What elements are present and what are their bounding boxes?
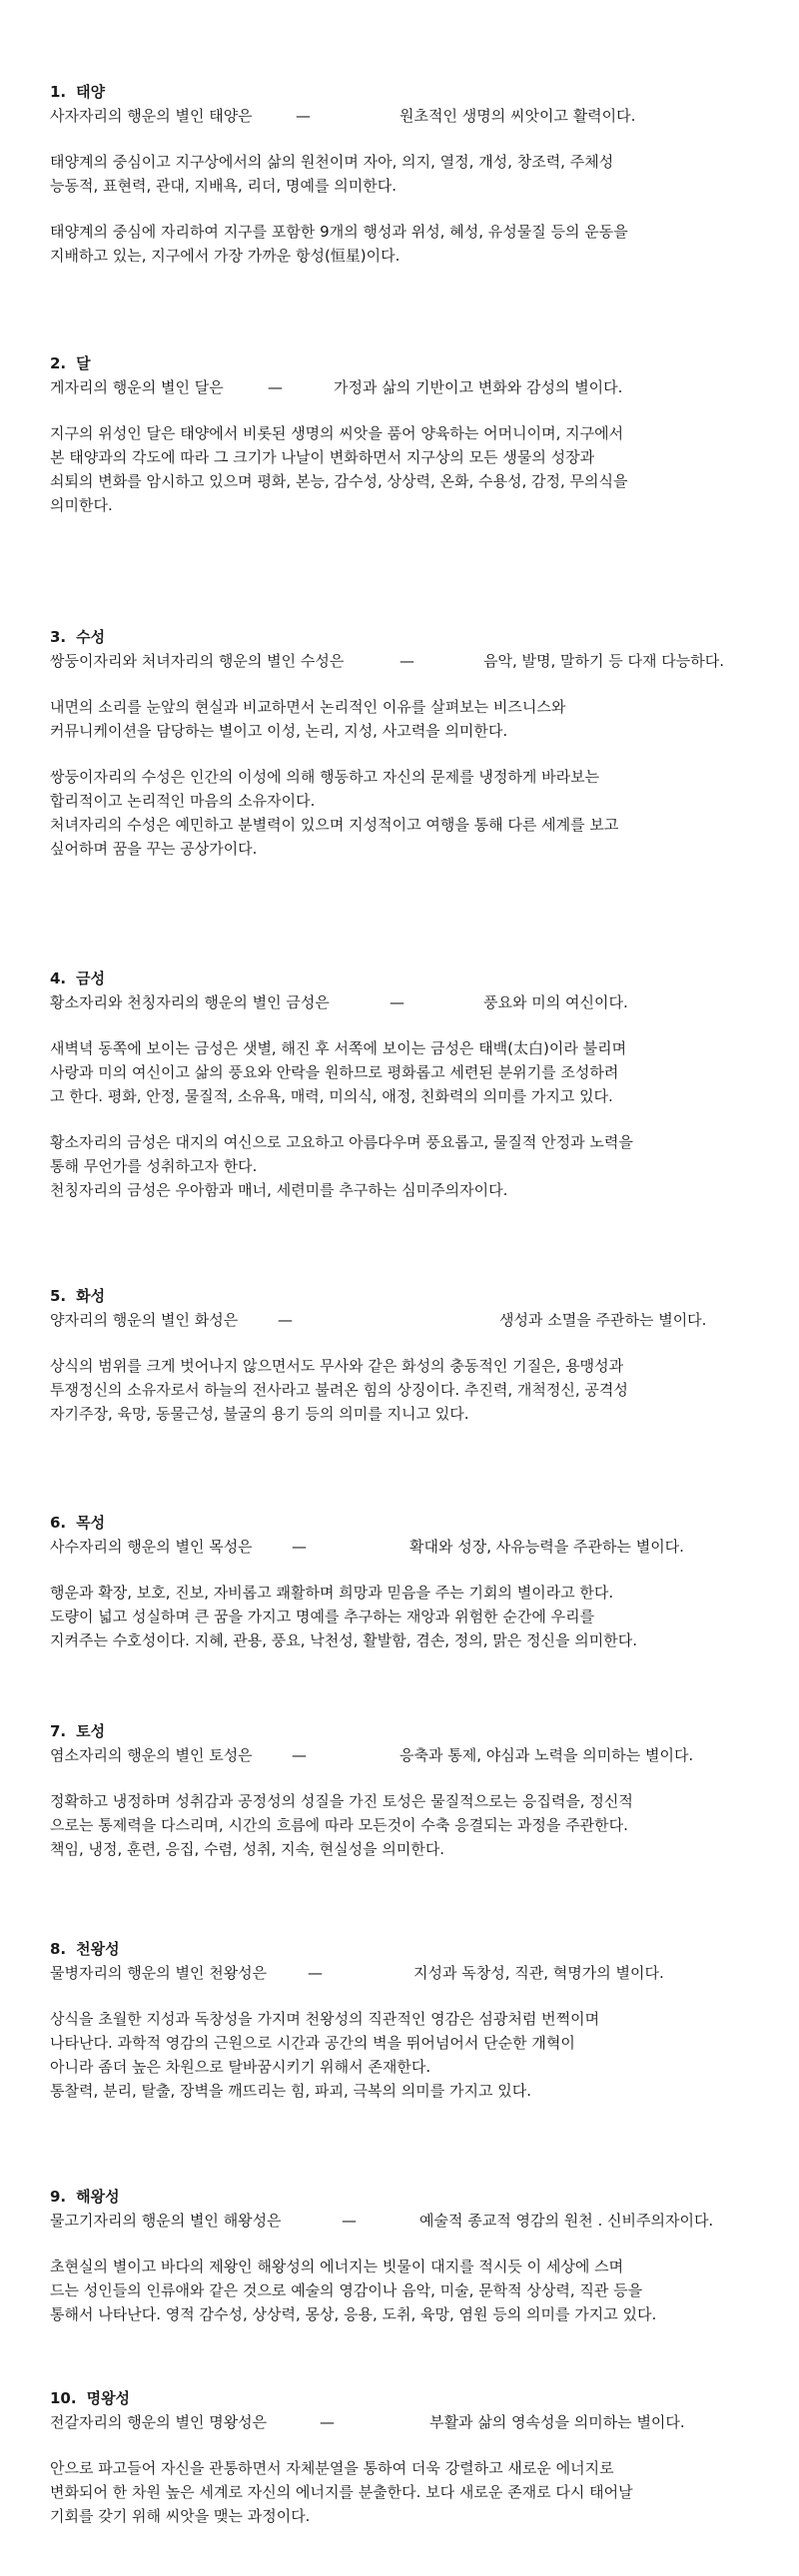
intro-keyword: 풍요와 미의 여신이다. (483, 993, 628, 1011)
intro-keyword: 원초적인 생명의 씨앗이고 활력이다. (400, 107, 636, 125)
intro-keyword: 음악, 발명, 말하기 등 다재 다능하다. (483, 652, 725, 670)
section-intro (50, 1535, 779, 1559)
section-number: 8. (50, 1940, 67, 1958)
intro-text: 황소자리와 천칭자리의 행운의 별인 금성은 (50, 993, 330, 1011)
paragraph-line: 책임, 냉정, 훈련, 응집, 수렴, 성취, 지속, 현실성을 의미한다. (50, 1840, 445, 1858)
intro-dash: — (400, 652, 414, 670)
paragraph-line: 내면의 소리를 눈앞의 현실과 비교하면서 논리적인 이유를 살펴보는 비즈니스와 (50, 698, 566, 716)
paragraph-line: 통해서 나타난다. 영적 감수성, 상상력, 몽상, 응용, 도취, 육망, 염원 등의 의미를 가지고 있다. (50, 2305, 657, 2323)
section-title (50, 351, 779, 375)
paragraph-line: 안으로 파고들어 자신을 관통하면서 자체분열을 통하여 더욱 강렬하고 새로운 에너지로 (50, 2459, 614, 2477)
intro-text: 쌍둥이자리와 처녀자리의 행운의 별인 수성은 (50, 652, 345, 670)
paragraph-line: 싶어하며 꿈을 꾸는 공상가이다. (50, 840, 258, 858)
paragraph-line: 드는 성인들의 인류애와 같은 것으로 예술의 영감이나 음악, 미술, 문학적 상상력, 직관 등을 (50, 2281, 643, 2299)
intro-text: 물고기자리의 행운의 별인 해왕성은 (50, 2212, 282, 2230)
section-intro (50, 104, 779, 128)
intro-keyword: 지성과 독창성, 직관, 혁명가의 별이다. (413, 1964, 664, 1982)
paragraph-line: 나타난다. 과학적 영감의 근원으로 시간과 공간의 벽을 뛰어넘어서 단순한 개혁이 (50, 2034, 575, 2052)
intro-dash: — (308, 1964, 323, 1982)
paragraph-line: 새벽녁 동쪽에 보이는 금성은 샛별, 해진 후 서쪽에 보이는 금성은 태백(太白)이라 불리며 (50, 1039, 627, 1057)
paragraph-line: 지켜주는 수호성이다. 지혜, 관용, 풍요, 낙천성, 활발함, 겸손, 정의, 맑은 정신을 의미한다. (50, 1631, 638, 1649)
intro-text: 전갈자리의 행운의 별인 명왕성은 (50, 2413, 268, 2431)
planet-name: 수성 (76, 628, 106, 646)
paragraph-line: 고 한다. 평화, 안정, 물질적, 소유욕, 매력, 미의식, 애정, 친화력의 의미를 가지고 있다. (50, 1087, 613, 1105)
paragraph-line: 으로는 통제력을 다스리며, 시간의 흐름에 따라 모든것이 수축 응결되는 과정을 주관한다. (50, 1816, 628, 1834)
paragraph-line: 쇠퇴의 변화를 암시하고 있으며 평화, 본능, 감수성, 상상력, 온화, 수용성, 감정, 무의식을 (50, 472, 628, 490)
intro-keyword: 생성과 소멸을 주관하는 별이다. (499, 1311, 707, 1329)
planet-section-saturn (50, 1719, 779, 1861)
section-intro (50, 649, 779, 673)
planet-section-moon (50, 351, 779, 517)
planet-name: 목성 (76, 1514, 106, 1532)
intro-keyword: 가정과 삶의 기반이고 변화와 감성의 별이다. (334, 378, 623, 396)
section-number: 2. (50, 354, 67, 372)
planet-name: 금성 (76, 969, 106, 987)
intro-text: 양자리의 행운의 별인 화성은 (50, 1311, 239, 1329)
intro-text: 게자리의 행운의 별인 달은 (50, 378, 224, 396)
paragraph-line: 초현실의 별이고 바다의 제왕인 해왕성의 에너지는 빗물이 대지를 적시듯 이 세상에 스며 (50, 2257, 624, 2275)
section-number: 7. (50, 1722, 67, 1740)
planet-section-mercury (50, 625, 779, 861)
planet-name: 천왕성 (76, 1940, 120, 1958)
section-title (50, 80, 779, 104)
paragraph-line: 태양계의 중심이고 지구상에서의 삶의 원천이며 자아, 의지, 열정, 개성, 창조력, 주체성 (50, 153, 614, 171)
section-number: 1. (50, 83, 67, 101)
paragraph-line: 기회를 갖기 위해 씨앗을 맺는 과정이다. (50, 2507, 311, 2525)
paragraph-line: 합리적이고 논리적인 마음의 소유자이다. (50, 792, 316, 810)
section-title (50, 2185, 779, 2209)
planet-section-neptune (50, 2185, 779, 2326)
paragraph-line: 투쟁정신의 소유자로서 하늘의 전사라고 불려온 힘의 상징이다. 추진력, 개척정신, 공격성 (50, 1381, 628, 1399)
intro-text: 물병자리의 행운의 별인 천왕성은 (50, 1964, 268, 1982)
paragraph-line: 본 태양과의 각도에 따라 그 크기가 나날이 변화하면서 지구상의 모든 생물의 성장과 (50, 448, 595, 466)
paragraph-line: 아니라 좀더 높은 차원으로 탈바꿈시키기 위해서 존재한다. (50, 2058, 431, 2076)
paragraph-line: 통해 무언가를 성취하고자 한다. (50, 1157, 258, 1175)
intro-text: 사자자리의 행운의 별인 태양은 (50, 107, 253, 125)
section-number: 10. (50, 2389, 77, 2407)
section-title (50, 1937, 779, 1961)
section-number: 4. (50, 969, 67, 987)
paragraph-line: 황소자리의 금성은 대지의 여신으로 고요하고 아름다우며 풍요롭고, 물질적 안정과 노력을 (50, 1133, 633, 1151)
section-number: 6. (50, 1514, 67, 1532)
paragraph-line: 능동적, 표현력, 관대, 지배욕, 리더, 명예를 의미한다. (50, 177, 398, 195)
intro-text: 염소자리의 행운의 별인 토성은 (50, 1746, 253, 1764)
paragraph-line: 의미한다. (50, 496, 113, 514)
planet-section-mars (50, 1284, 779, 1426)
intro-dash: — (390, 993, 404, 1011)
paragraph-line: 처녀자리의 수성은 예민하고 분별력이 있으며 지성적이고 여행을 통해 다른 세계를 보고 (50, 816, 619, 834)
paragraph-line: 상식의 범위를 크게 벗어나지 않으면서도 무사와 같은 화성의 충동적인 기질은, 용맹성과 (50, 1357, 624, 1375)
planet-name: 화성 (76, 1287, 106, 1305)
intro-dash: — (342, 2212, 357, 2230)
paragraph-line: 변화되어 한 차원 높은 세계로 자신의 에너지를 분출한다. 보다 새로운 존재로 다시 태어날 (50, 2483, 633, 2501)
planet-name: 달 (76, 354, 91, 372)
intro-dash: — (292, 1746, 307, 1764)
paragraph-line: 행운과 확장, 보호, 진보, 자비롭고 쾌활하며 희망과 믿음을 주는 기회의 별이라고 한다. (50, 1584, 614, 1602)
section-title (50, 1511, 779, 1535)
intro-dash: — (292, 1538, 307, 1556)
paragraph-line: 커뮤니케이션을 담당하는 별이고 이성, 논리, 지성, 사고력을 의미한다. (50, 722, 508, 740)
intro-keyword: 부활과 삶의 영속성을 의미하는 별이다. (429, 2413, 685, 2431)
paragraph-line: 상식을 초월한 지성과 독창성을 가지며 천왕성의 직관적인 영감은 섬광처럼 번쩍이며 (50, 2010, 600, 2028)
intro-dash: — (296, 107, 311, 125)
section-intro (50, 2410, 779, 2434)
section-number: 3. (50, 628, 67, 646)
section-title (50, 625, 779, 649)
paragraph-line: 지구의 위성인 달은 태양에서 비롯된 생명의 씨앗을 품어 양육하는 어머니이며, 지구에서 (50, 424, 624, 442)
section-title (50, 1284, 779, 1308)
paragraph-line: 정확하고 냉정하며 성취감과 공정성의 성질을 가진 토성은 물질적으로는 응집력을, 정신적 (50, 1792, 633, 1810)
intro-keyword: 확대와 성장, 사유능력을 주관하는 별이다. (409, 1538, 684, 1556)
planet-section-jupiter (50, 1511, 779, 1652)
section-title (50, 1719, 779, 1743)
section-intro (50, 2209, 779, 2233)
paragraph-line: 통찰력, 분리, 탈출, 장벽을 깨뜨리는 힘, 파괴, 극복의 의미를 가지고 있다. (50, 2082, 532, 2100)
section-title (50, 2386, 779, 2410)
paragraph-line: 천칭자리의 금성은 우아함과 매너, 세련미를 추구하는 심미주의자이다. (50, 1181, 508, 1199)
intro-keyword: 응축과 통제, 야심과 노력을 의미하는 별이다. (400, 1746, 694, 1764)
paragraph-line: 자기주장, 육망, 동물근성, 불굴의 용기 등의 의미를 지니고 있다. (50, 1405, 469, 1423)
intro-dash: — (278, 1311, 293, 1329)
planet-section-uranus (50, 1937, 779, 2103)
intro-text: 사수자리의 행운의 별인 목성은 (50, 1538, 253, 1556)
section-intro (50, 1961, 779, 1985)
intro-dash: — (268, 378, 283, 396)
section-title (50, 966, 779, 990)
planet-name: 토성 (76, 1722, 106, 1740)
section-intro (50, 990, 779, 1014)
paragraph-line: 지배하고 있는, 지구에서 가장 가까운 항성(恒星)이다. (50, 247, 400, 265)
paragraph-line: 사랑과 미의 여신이고 삶의 풍요와 안락을 원하므로 평화롭고 세련된 분위기를 조성하려 (50, 1063, 619, 1081)
planet-name: 해왕성 (76, 2188, 120, 2206)
section-intro (50, 375, 779, 399)
planet-section-venus (50, 966, 779, 1202)
paragraph-line: 태양계의 중심에 자리하여 지구를 포함한 9개의 행성과 위성, 혜성, 유성물질 등의 운동을 (50, 223, 628, 241)
planet-name: 태양 (76, 83, 106, 101)
intro-keyword: 예술적 종교적 영감의 원천 . 신비주의자이다. (419, 2212, 714, 2230)
section-intro (50, 1308, 779, 1332)
section-number: 9. (50, 2188, 67, 2206)
planet-name: 명왕성 (86, 2389, 131, 2407)
planet-section-pluto (50, 2386, 779, 2528)
paragraph-line: 도량이 넓고 성실하며 큰 꿈을 가지고 명예를 추구하는 재앙과 위험한 순간에 우리를 (50, 1608, 595, 1625)
intro-dash: — (320, 2413, 335, 2431)
paragraph-line: 쌍둥이자리의 수성은 인간의 이성에 의해 행동하고 자신의 문제를 냉정하게 바라보는 (50, 768, 600, 786)
planet-section-sun (50, 80, 779, 268)
section-intro (50, 1743, 779, 1767)
section-number: 5. (50, 1287, 67, 1305)
